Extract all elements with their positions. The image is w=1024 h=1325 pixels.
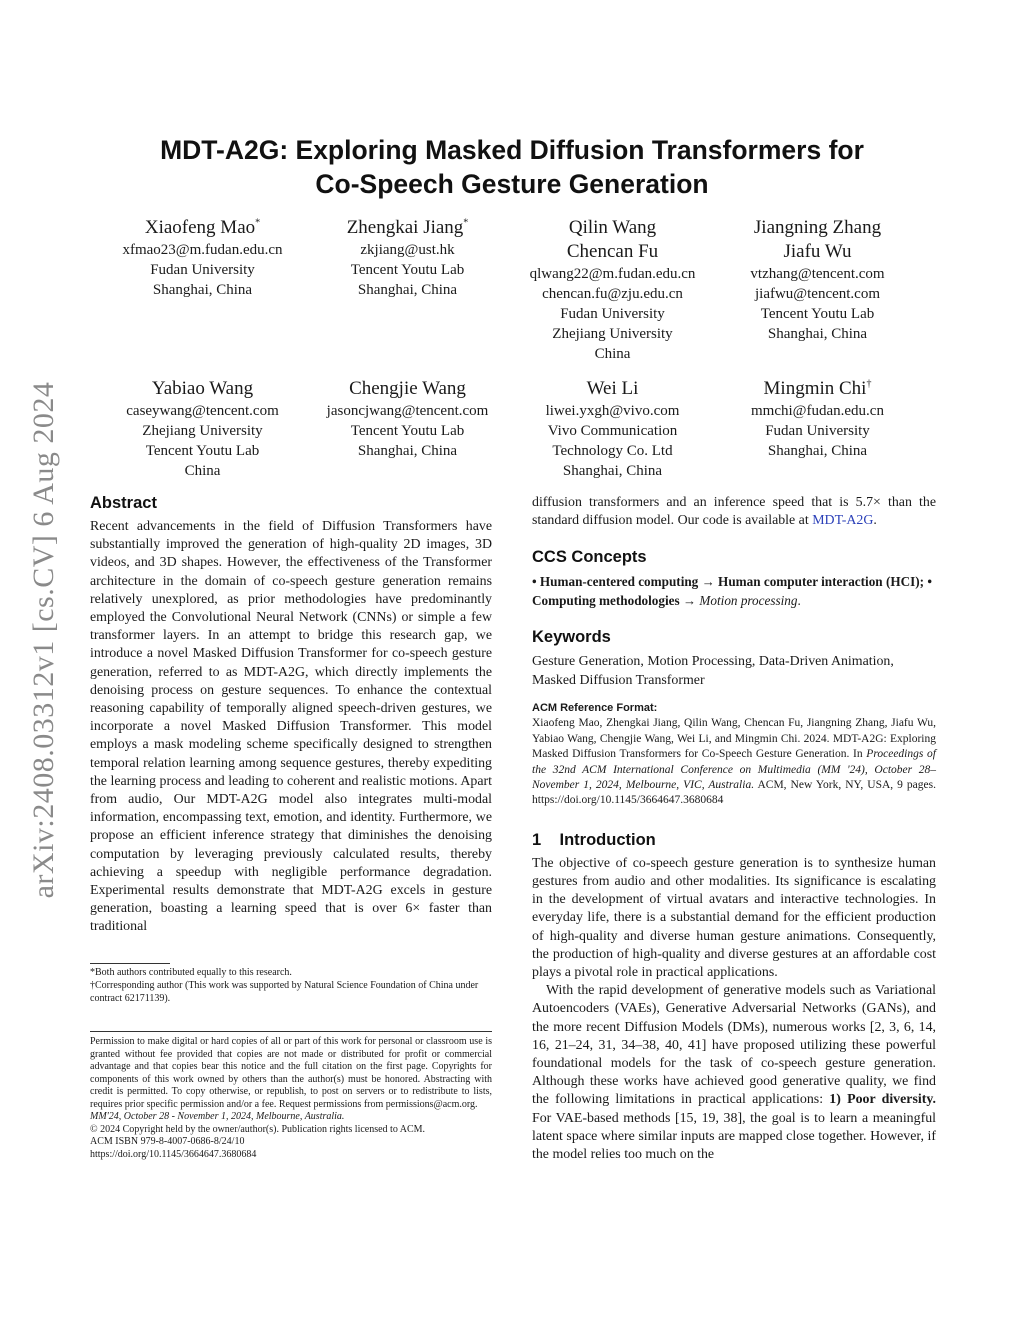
author-sup: * <box>255 217 261 229</box>
left-column <box>90 492 492 937</box>
footnotes <box>90 966 492 1005</box>
keywords-heading: Keywords <box>532 628 611 647</box>
author-name: Chengjie Wang <box>349 378 466 399</box>
author-affiliation: Tencent Youtu Lab <box>760 306 875 322</box>
author-affiliation: Fudan University <box>765 423 870 439</box>
author-email[interactable]: xfmao23@m.fudan.edu.cn <box>122 242 283 258</box>
author-email[interactable]: vtzhang@tencent.com <box>750 266 885 282</box>
author-block <box>510 377 715 481</box>
author-location: Shanghai, China <box>357 282 458 298</box>
acm-ref-heading: ACM Reference Format: <box>532 702 658 715</box>
author-affiliation: Fudan University <box>150 262 255 278</box>
footnote-divider <box>90 963 170 964</box>
author-email[interactable]: mmchi@fudan.edu.cn <box>751 403 884 419</box>
author-name: Jiangning Zhang <box>753 217 882 238</box>
author-block <box>305 216 510 364</box>
author-location: China <box>184 463 221 479</box>
title-line-1: MDT-A2G: Exploring Masked Diffusion Transformers for <box>160 135 864 165</box>
author-block <box>715 216 920 364</box>
abstract-heading: Abstract <box>90 494 157 512</box>
author-block <box>715 377 920 481</box>
author-name: Chencan Fu <box>566 241 659 262</box>
author-affiliation: Zhejiang University <box>552 326 673 342</box>
acm-ref-part1: Xiaofeng Mao, Zhengkai Jiang, Qilin Wang, Chencan Fu, Jiangning Zhang, Jiafu Wu, Yabiao Wang, Chengjie Wang, Wei Li, and Mingmin Chi. 2024. MDT-A2G: Exploring Masked Diffusion Transformers for Co-Speech Gesture Generation. In <box>532 717 936 761</box>
acm-ref-text <box>532 716 936 808</box>
author-email[interactable]: jasoncjwang@tencent.com <box>326 403 489 419</box>
keywords-text: Gesture Generation, Motion Processing, Data-Driven Animation, Masked Diffusion Transformer <box>532 654 894 688</box>
author-location: Shanghai, China <box>767 326 868 342</box>
author-name: Yabiao Wang <box>151 378 254 399</box>
author-location: China <box>594 346 631 362</box>
abstract-continued-text: diffusion transformers and an inference speed that is 5.7× than the standard diffusion model. Our code is available at <box>532 495 936 529</box>
isbn-line: ACM ISBN 979-8-4007-0686-8/24/10 <box>90 1136 245 1147</box>
intro-paragraph-2 <box>532 982 936 1164</box>
author-affiliation: Zhejiang University <box>142 423 263 439</box>
author-location: Shanghai, China <box>152 282 253 298</box>
author-name: Xiaofeng Mao <box>144 217 256 238</box>
intro-poor-diversity: 1) Poor diversity. <box>829 1092 936 1108</box>
intro-p2-part1: With the rapid development of generative models such as Variational Autoencoders (VAEs), Generative Adversarial Networks (GANs), and the more recent Diffusion Models (DMs), numerous works [2, 3, 6, 14, 16, 21–24, 31, 34–38, 40, 41] have proposed utilizing these powerful foundational models for the task of co-speech gesture generation. Although these works have achieved good generative quality, we find the following limitations in practical applications: <box>532 983 936 1108</box>
footnote-corresponding-author: †Corresponding author (This work was supported by Natural Science Foundation of China under contract 62171139). <box>90 980 479 1004</box>
copyright-line: © 2024 Copyright held by the owner/author(s). Publication rights licensed to ACM. <box>90 1123 426 1135</box>
author-name: Jiafu Wu <box>783 241 852 262</box>
permission-text: Permission to make digital or hard copies of all or part of this work for personal or classroom use is granted without fee provided that copies are not made or distributed for profit or commercial advantage and that copies bear this notice and the full citation on the first page. Copyrights for components of this work owned by others than the author(s) must be honored. Abstracting with credit is permitted. To copy otherwise, or republish, to post on servers or to redistribute to lists, requires prior specific permission and/or a fee. Request permissions from permissions@acm.org. <box>90 1036 492 1110</box>
author-email[interactable]: zkjiang@ust.hk <box>360 242 455 258</box>
author-name: Qilin Wang <box>568 217 657 238</box>
abstract-continued <box>532 494 936 530</box>
author-email[interactable]: liwei.yxgh@vivo.com <box>545 403 680 419</box>
arxiv-stamp: arXiv:2408.03312v1 [cs.CV] 6 Aug 2024 <box>27 381 60 899</box>
author-location: Shanghai, China <box>562 463 663 479</box>
ccs-concepts <box>532 573 936 610</box>
footnote-equal-contribution: *Both authors contributed equally to this research. <box>90 967 292 978</box>
author-affiliation: Fudan University <box>560 306 665 322</box>
author-location: Shanghai, China <box>357 443 458 459</box>
author-affiliation: Tencent Youtu Lab <box>350 262 465 278</box>
doi-link[interactable]: https://doi.org/10.1145/3664647.3680684 <box>90 1148 257 1160</box>
ccs-end: . <box>797 592 801 608</box>
ccs-heading: CCS Concepts <box>532 548 647 567</box>
acm-ref-part2: ACM, New York, NY, USA, 9 pages. https://doi.org/10.1145/3664647.3680684 <box>532 779 936 807</box>
abstract-text: Recent advancements in the field of Diffusion Transformers have substantially improved the generation of high-quality 2D images, 3D videos, and 3D shapes. However, the effectiveness of the Transformer architecture in the domain of co-speech gesture generation remains relatively unexplored, as prior methodologies have predominantly employed the Convolutional Neural Network (CNNs) or simple a few transformer layers. In an attempt to bridge this research gap, we introduce a novel Masked Diffusion Transformer for co-speech gesture generation, referred to as MDT-A2G, which directly implements the denoising process on gesture sequences. To enhance the contextual reasoning capability of temporally aligned speech-driven gestures, we incorporate a novel Masked Diffusion Transformer. This model employs a mask modeling scheme specifically designed to strengthen temporal relation learning among sequence gestures, thereby expediting the learning process and leading to coherent and realistic motions. Apart from audio, Our MDT-A2G model also integrates multi-modal information, encompassing text, emotion, and identity. Furthermore, we propose an efficient inference strategy that diminishes the denoising computation by leveraging previously calculated results, thereby achieving a speedup with negligible performance degradation. Experimental results demonstrate that MDT-A2G excels in gesture generation, boasting a learning speed that is over 6× faster than traditional <box>90 519 492 935</box>
author-email[interactable]: qlwang22@m.fudan.edu.cn <box>529 266 696 282</box>
ccs-computing: • Computing methodologies → <box>532 574 932 608</box>
author-affiliation: Vivo Communication <box>547 423 678 439</box>
permission-divider <box>90 1031 492 1032</box>
permission-block <box>90 1036 492 1161</box>
abstract-end: . <box>873 513 877 529</box>
title-line-2: Co-Speech Gesture Generation <box>315 169 709 199</box>
intro-heading: 1 Introduction <box>532 830 656 849</box>
code-link[interactable]: MDT-A2G <box>812 513 874 529</box>
ccs-motion: Motion processing <box>699 592 798 608</box>
author-email[interactable]: caseywang@tencent.com <box>126 403 279 419</box>
intro-paragraph-1: The objective of co-speech gesture generation is to synthesize human gestures from audio and other modalities. Its significance is escalating in the development of virtual avatars and interactive technologies. In everyday life, there is a substantial demand for the efficient production of high-quality and diverse human gesture animations. Consequently, the production of high-quality and diverse gestures at an affordable cost plays a pivotal role in practical applications. <box>532 855 936 981</box>
author-email[interactable]: chencan.fu@zju.edu.cn <box>542 286 683 302</box>
author-sup: * <box>463 217 469 229</box>
author-affiliation: Tencent Youtu Lab <box>145 443 260 459</box>
author-block <box>100 216 305 364</box>
authors-row-2 <box>100 377 940 481</box>
venue-line: MM'24, October 28 - November 1, 2024, Melbourne, Australia. <box>90 1111 345 1122</box>
author-affiliation: Technology Co. Ltd <box>552 443 673 459</box>
intro-p2-part2: For VAE-based methods [15, 19, 38], the goal is to learn a meaningful latent space where similar inputs are mapped close together. However, if the model relies too much on the <box>532 1110 936 1163</box>
author-block <box>305 377 510 481</box>
author-name: Wei Li <box>586 378 639 399</box>
author-name: Mingmin Chi <box>763 378 867 399</box>
author-block <box>100 377 305 481</box>
author-name: Zhengkai Jiang <box>346 217 464 238</box>
author-sup: † <box>866 378 872 390</box>
acm-ref-proceedings: Proceedings of the 32nd ACM International Conference on Multimedia (MM '24), October 28–November 1, 2024, Melbourne, VIC, Australia. <box>532 748 936 792</box>
author-affiliation: Tencent Youtu Lab <box>350 423 465 439</box>
ccs-human-centered: • Human-centered computing → Human computer interaction (HCI); <box>532 574 925 590</box>
right-column <box>532 494 936 1164</box>
author-email[interactable]: jiafwu@tencent.com <box>754 286 881 302</box>
author-block <box>510 216 715 364</box>
author-location: Shanghai, China <box>767 443 868 459</box>
authors-row-1 <box>100 216 940 364</box>
paper-title <box>90 133 934 201</box>
